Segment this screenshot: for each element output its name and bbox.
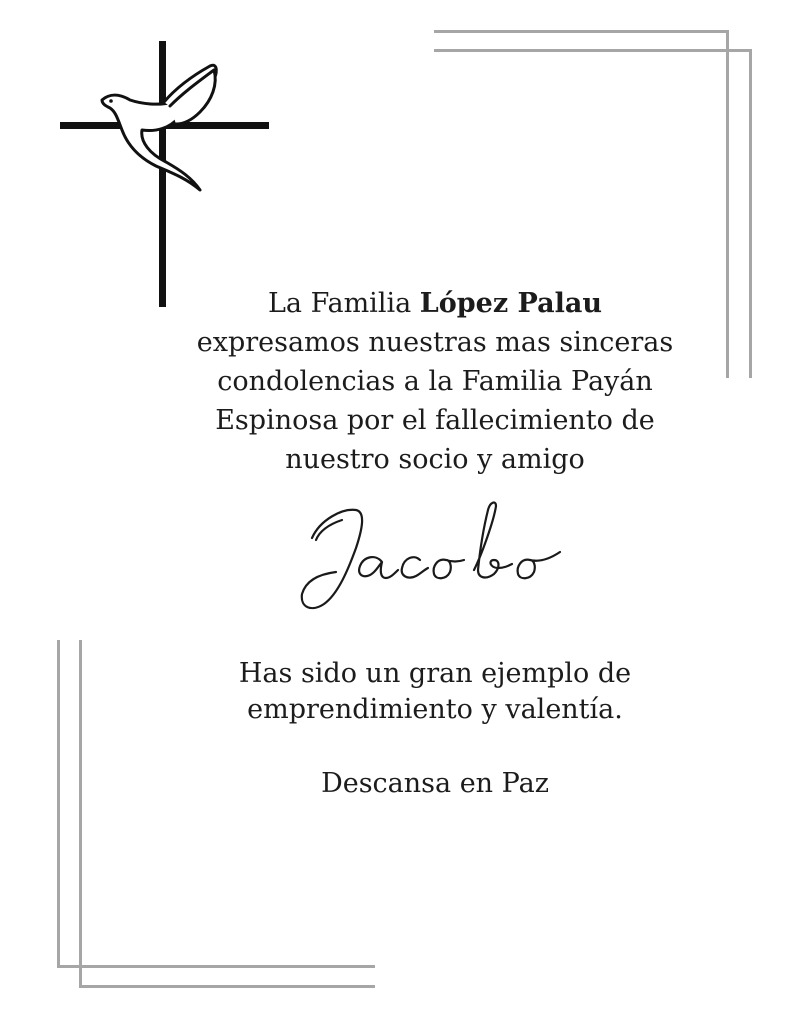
frame-right-outer-line: [749, 49, 752, 378]
closing-message: [170, 656, 700, 728]
frame-left-inner-line: [79, 640, 82, 988]
frame-bottom-outer-line: [57, 965, 375, 968]
message-prefix: La Familia: [267, 288, 420, 319]
frame-right-inner-line: [726, 30, 729, 378]
family-name: López Palau: [419, 288, 603, 319]
message-line-2: expresamos nuestras mas sinceras: [196, 327, 674, 358]
frame-bottom-inner-line: [79, 985, 375, 988]
message-line-1: [170, 284, 700, 323]
farewell-text: Descansa en Paz: [321, 768, 549, 799]
deceased-name-signature: [290, 490, 590, 620]
message-line-4: Espinosa por el fallecimiento de: [215, 405, 655, 436]
frame-top-outer-line: [434, 30, 729, 33]
frame-left-outer-line: [57, 640, 60, 968]
frame-top-inner-line: [434, 49, 752, 52]
message-line-3: condolencias a la Familia Payán: [217, 366, 653, 397]
closing-line-2: emprendimiento y valentía.: [247, 694, 623, 725]
closing-line-1: Has sido un gran ejemplo de: [238, 658, 632, 689]
cross-with-dove-icon: [58, 38, 272, 310]
message-line-5: nuestro socio y amigo: [285, 444, 585, 475]
condolence-message: [170, 284, 700, 479]
